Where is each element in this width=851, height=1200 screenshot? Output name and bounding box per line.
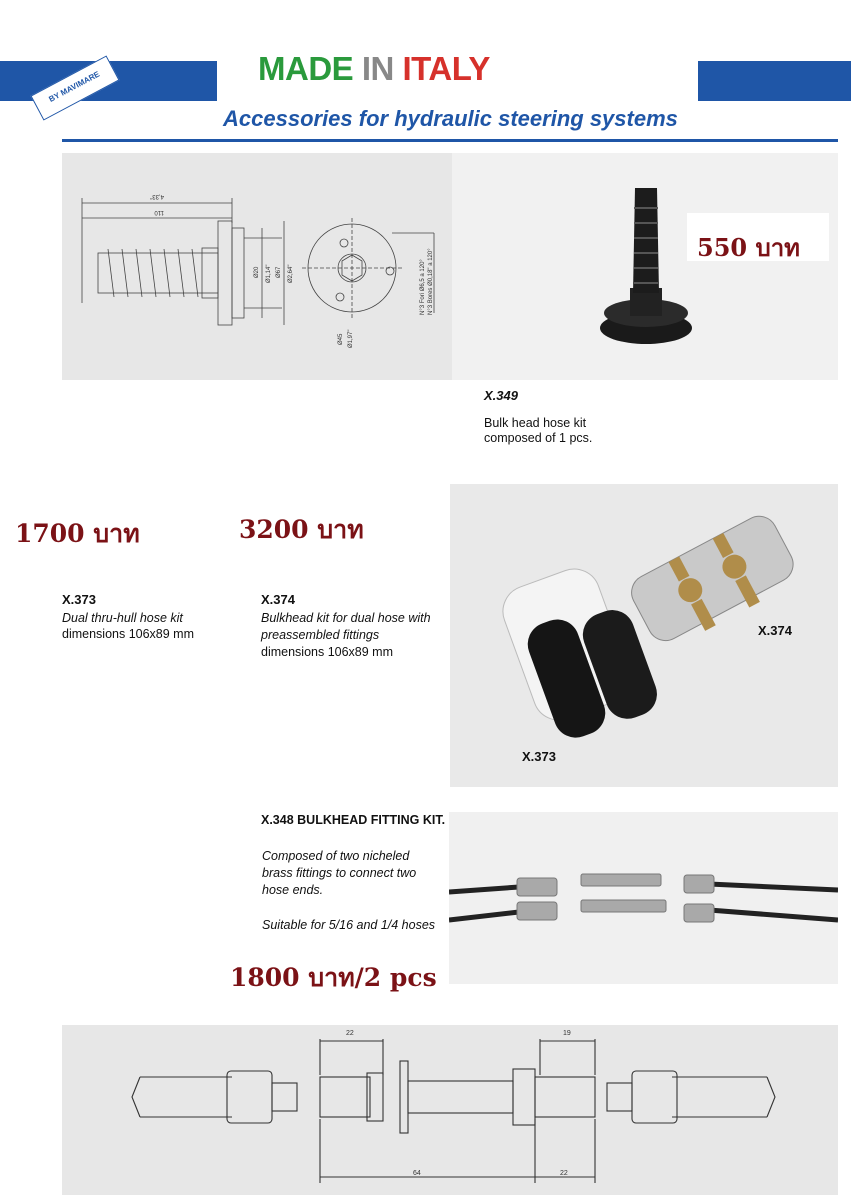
header-band-right (698, 61, 851, 101)
x349-price: 550 บาท (697, 233, 800, 262)
logo-made: MADE (258, 50, 362, 87)
x349-desc-2: composed of 1 pcs. (484, 431, 593, 445)
x348-desc-3: hose ends. (262, 883, 324, 897)
dim-top-left: 22 (346, 1030, 354, 1037)
x373-price: 1700 บาท (15, 519, 140, 548)
logo-italy: ITALY (402, 50, 490, 87)
dim-bottom-right: 22 (560, 1170, 568, 1177)
mavimare-badge-text: BY MAVIMARE (47, 69, 102, 104)
x349-desc-1: Bulk head hose kit (484, 416, 587, 430)
x349-dim-9: Ø45 (338, 333, 344, 345)
x348-technical-drawing (62, 1025, 838, 1195)
x374-price: 3200 บาท (239, 515, 364, 544)
x349-dim-3: Ø20 (254, 266, 260, 278)
x349-dim-8: N°3 Bores Ø0,18" a 120° (428, 248, 434, 315)
x374-desc-1: Bulkhead kit for dual hose with (261, 611, 431, 625)
x348-desc-2: brass fittings to connect two (262, 866, 417, 880)
x349-dim-6: Ø2,64" (288, 264, 294, 283)
x373-desc-1: Dual thru-hull hose kit (62, 611, 183, 625)
dim-top-right: 19 (563, 1030, 571, 1037)
x374-desc-2: preassembled fittings (261, 628, 380, 642)
made-in-italy-logo (258, 50, 490, 88)
x374-photo-label: X.374 (758, 623, 792, 638)
x374-desc-3: dimensions 106x89 mm (261, 645, 394, 659)
logo-in: IN (361, 50, 403, 87)
x349-technical-drawing (62, 153, 452, 380)
x348-title: X.348 BULKHEAD FITTING KIT. (261, 813, 446, 827)
x349-dim-10: Ø1,97" (348, 329, 354, 348)
x374-code: X.374 (261, 592, 295, 607)
x348-price: 1800 บาท/2 pcs (230, 963, 437, 992)
x348-drawing-svg (62, 1025, 838, 1195)
x349-drawing-svg (62, 153, 452, 380)
x348-photo (449, 812, 838, 984)
page-subtitle: Accessories for hydraulic steering systems (223, 106, 678, 131)
x349-dim-7: N°3 Fori Ø6,5 a 120° (420, 259, 426, 315)
x348-image (449, 812, 838, 984)
dim-bottom-left: 64 (413, 1170, 421, 1177)
header-rule (62, 139, 838, 142)
x349-dim-4: Ø1,14" (266, 264, 272, 283)
x349-dim-2: 110 (154, 209, 164, 215)
x373-desc-2: dimensions 106x89 mm (62, 627, 195, 641)
x349-dim-5: Ø67 (276, 266, 282, 278)
x349-dim-1: 4,33" (150, 193, 164, 199)
x348-desc-1: Composed of two nicheled (262, 849, 410, 863)
x373-photo-label: X.373 (522, 749, 556, 764)
x373-code: X.373 (62, 592, 96, 607)
x349-code: X.349 (484, 388, 518, 403)
x348-desc-4: Suitable for 5/16 and 1/4 hoses (262, 918, 436, 932)
